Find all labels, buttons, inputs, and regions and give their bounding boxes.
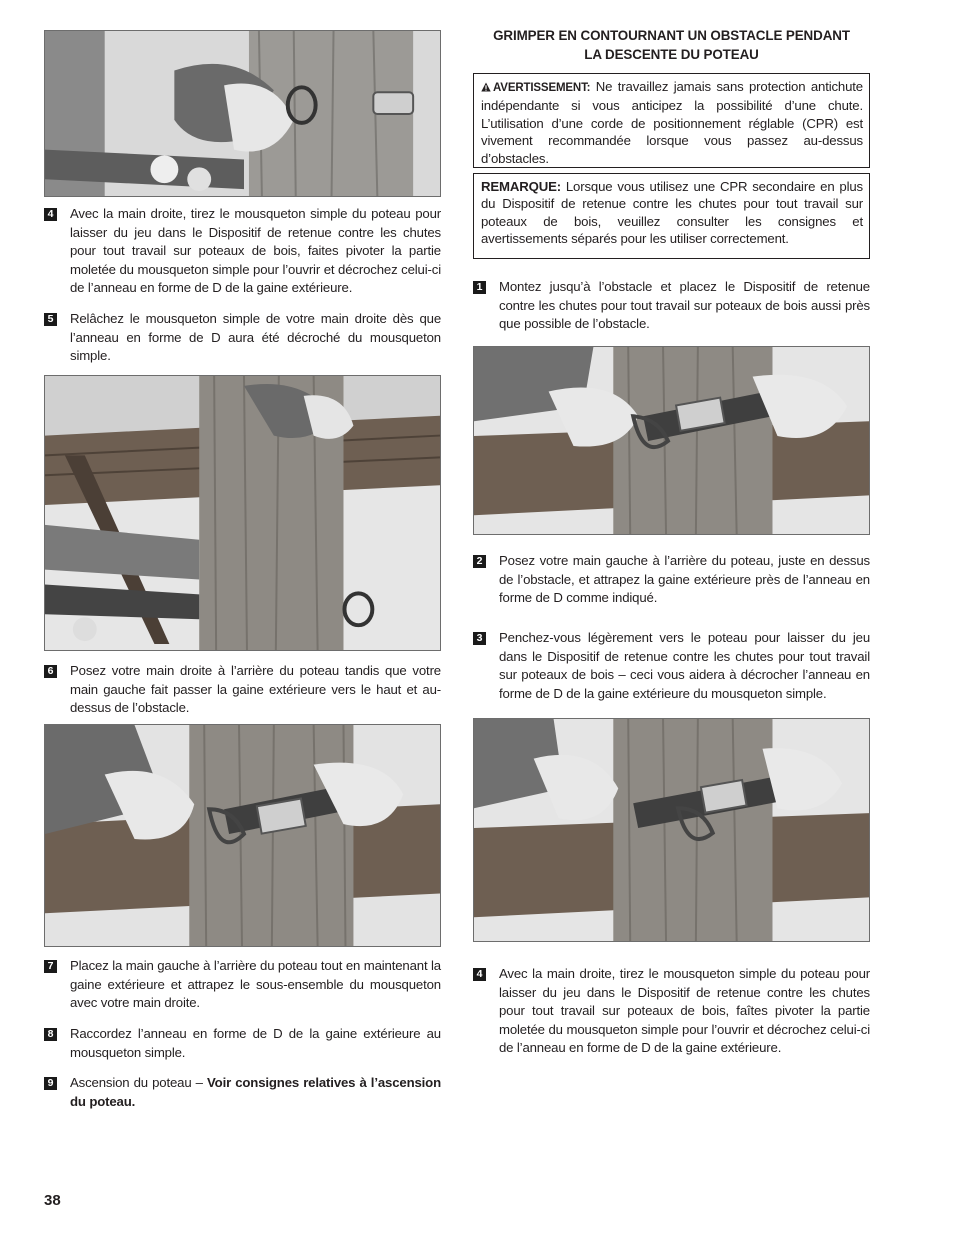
photo-fall-restrict-near-obstacle	[473, 346, 870, 535]
note-box	[473, 173, 870, 259]
photo-unhook-dring	[473, 718, 870, 942]
warning-triangle-icon	[481, 82, 491, 92]
step-number-badge: 4	[44, 208, 57, 221]
step-number-badge: 2	[473, 555, 486, 568]
step-text: Avec la main droite, tirez le mousqueton simple du poteau pour laisser du jeu dans le Dispositif de retenue contre les chutes pour tout travail sur poteaux de bois, faîtes pivoter la partie moletée du mousqueton simple pour l’ouvrir et décrochez celui-ci de l’anneau en forme de D de la gaine extérieure.	[499, 966, 870, 1056]
section-heading	[473, 27, 870, 64]
climbing-instructions-reference: Voir consignes relatives à l’ascension du poteau.	[70, 1075, 441, 1109]
photo-gloves-dring	[44, 724, 441, 947]
step-text: Avec la main droite, tirez le mousqueton simple du poteau pour laisser du jeu dans le Dispositif de retenue contre les chutes pour tout travail sur poteaux de bois, faites pivoter la partie moletée du mousqueton simple pour l’ouvrir et décrochez celui-ci de l’anneau en forme de D de la gaine extérieure.	[70, 206, 441, 296]
section-heading-line2: LA DESCENTE DU POTEAU	[584, 46, 759, 62]
step-number-badge: 1	[473, 281, 486, 294]
right-step-2	[473, 552, 870, 608]
step-text: Relâchez le mousqueton simple de votre main droite dès que l’anneau en forme de D aura été décroché du mousqueton simple.	[70, 311, 441, 364]
page-number: 38	[44, 1192, 61, 1209]
step-number-badge: 6	[44, 665, 57, 678]
step-text: Posez votre main gauche à l’arrière du poteau, juste en dessus de l’obstacle, et attrapez la gaine extérieure près de l’anneau en forme de D comme indiqué.	[499, 553, 870, 606]
step-number-badge: 4	[473, 968, 486, 981]
note-label: REMARQUE:	[481, 179, 561, 194]
left-step-9	[44, 1074, 441, 1111]
section-heading-line1: GRIMPER EN CONTOURNANT UN OBSTACLE PENDANT	[493, 28, 850, 43]
step-number-badge: 7	[44, 960, 57, 973]
left-step-8	[44, 1025, 441, 1062]
left-step-4	[44, 205, 441, 298]
right-step-1	[473, 278, 870, 334]
step-text: Montez jusqu’à l’obstacle et placez le Dispositif de retenue contre les chutes pour tout travail sur poteaux de bois aussi près que possible de l’obstacle.	[499, 279, 870, 332]
warning-box	[473, 73, 870, 168]
note-text: Lorsque vous utilisez une CPR secondaire en plus du Dispositif de retenue contre les chutes pour tout travail sur poteaux de bois, veuillez consulter les consignes et avertissements séparés pour les utiliser correctement.	[481, 179, 863, 247]
warning-label: AVERTISSEMENT:	[493, 82, 591, 94]
step-text	[70, 1074, 441, 1111]
step-number-badge: 5	[44, 313, 57, 326]
step-number-badge: 3	[473, 632, 486, 645]
photo-carabiner-belt	[44, 30, 441, 197]
step-number-badge: 9	[44, 1077, 57, 1090]
step-text: Placez la main gauche à l’arrière du poteau tout en maintenant la gaine extérieure et attrapez le sous-ensemble du mousqueton avec votre main droite.	[70, 958, 441, 1011]
step-text: Posez votre main droite à l’arrière du poteau tandis que votre main gauche fait passer la gaine extérieure vers le haut et au-dessus de l’obstacle.	[70, 663, 441, 716]
step-number-badge: 8	[44, 1028, 57, 1041]
step-text: Penchez-vous légèrement vers le poteau pour laisser du jeu dans le Dispositif de retenue contre les chutes pour tout travail sur poteaux de bois – ceci vous aidera à décrocher l’anneau en forme de D de la gaine extérieure du mousqueton simple.	[499, 630, 870, 701]
step-text-plain: Ascension du poteau –	[70, 1075, 207, 1090]
right-step-3	[473, 629, 870, 703]
right-step-4	[473, 965, 870, 1058]
step-text: Raccordez l’anneau en forme de D de la gaine extérieure au mousqueton simple.	[70, 1026, 441, 1060]
photo-pole-crossarm	[44, 375, 441, 651]
left-step-5	[44, 310, 441, 366]
left-step-6	[44, 662, 441, 718]
left-step-7	[44, 957, 441, 1013]
warning-text: Ne travaillez jamais sans protection antichute indépendante si vous anticipez la possibilité d’une chute. L’utilisation d’une corde de positionnement réglable (CPR) est vivement recommandée lorsque vous passez au-dessus d’obstacles.	[481, 79, 863, 166]
